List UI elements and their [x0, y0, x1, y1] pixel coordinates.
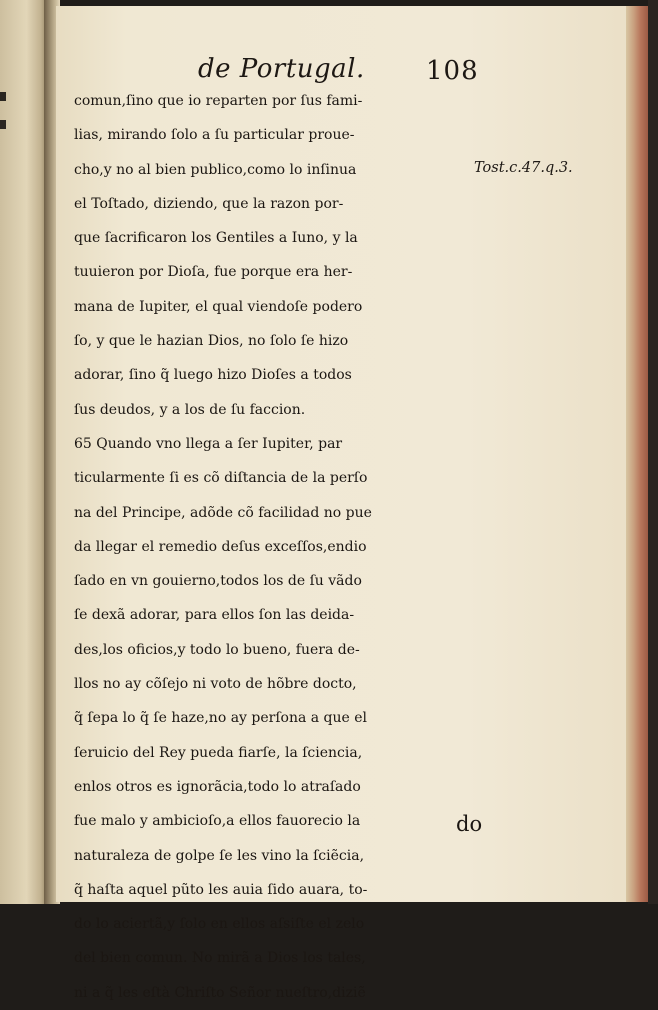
text-line: naturaleza de golpe ſe les vino la ſciẽcia, — [74, 847, 365, 864]
text-line: que ſacrificaron los Gentiles a Iuno, y la — [74, 230, 358, 247]
running-title: de Portugal. — [198, 54, 365, 84]
page-fore-edge — [626, 6, 648, 902]
text-line: adorar, ſino q̃ luego hizo Dioſes a todos — [74, 367, 352, 384]
text-line: do lo aciertã,y ſolo en ellos aſsiſte el zelo — [74, 916, 365, 933]
paragraph-start-line: 65 Quando vno llega a ſer Iupiter, par — [74, 435, 343, 452]
text-line: ſe dexã adorar, para ellos ſon las deida- — [74, 607, 355, 624]
text-line: ni a q̃ les eſtà Chriſto Señor nueſtro,diziẽ — [74, 984, 366, 1001]
text-line: na del Principe, adõde cõ facilidad no pue — [74, 504, 372, 521]
text-line: ticularmente ſi es cõ diſtancia de la perſo — [74, 470, 368, 487]
text-line: q̃ haſta aquel pũto les auia ſido auara, to- — [74, 881, 368, 898]
body-text — [74, 84, 494, 1010]
right-shadow — [648, 0, 658, 904]
text-line: lias, mirando ſolo a ſu particular proue- — [74, 127, 355, 144]
text-line: tuuieron por Dioſa, fue porque era her- — [74, 264, 353, 281]
catchword: do — [456, 812, 483, 836]
text-line: ſo, y que le hazian Dios, no ſolo ſe hizo — [74, 333, 349, 350]
left-page-edge — [0, 0, 48, 904]
text-line: del bien comun. No mirã a Dios los tales, — [74, 950, 366, 967]
text-line: cho,y no al bien publico,como lo inſinua — [74, 161, 357, 178]
text-line: ſus deudos, y a los de ſu faccion. — [74, 401, 306, 418]
text-line: el Toſtado, diziendo, que la razon por- — [74, 195, 344, 212]
text-line: enlos otros es ignorãcia,todo lo atraſado — [74, 778, 361, 795]
left-page-ink-mark — [0, 92, 6, 101]
text-line: comun,ſino que io reparten por ſus fami- — [74, 93, 363, 109]
marginal-note: Tost.c.47.q.3. — [474, 160, 573, 176]
text-line: mana de Iupiter, el qual viendoſe podero — [74, 298, 363, 315]
text-line: des,los oficios,y todo lo bueno, fuera de- — [74, 641, 360, 658]
text-line: q̃ ſepa lo q̃ ſe haze,no ay perſona a que el — [74, 710, 368, 727]
left-page-ink-mark — [0, 120, 6, 129]
text-line: ſado en vn gouierno,todos los de ſu vãdo — [74, 573, 362, 590]
text-line: fue malo y ambicioſo,a ellos fauorecio la — [74, 813, 361, 830]
folio-number: 108 — [426, 56, 479, 86]
text-line: ſeruicio del Rey pueda fiarſe, la ſciencia, — [74, 744, 363, 761]
text-line: llos no ay cõſejo ni voto de hõbre docto, — [74, 676, 357, 693]
text-line: da llegar el remedio deſus exceſſos,endio — [74, 538, 367, 555]
